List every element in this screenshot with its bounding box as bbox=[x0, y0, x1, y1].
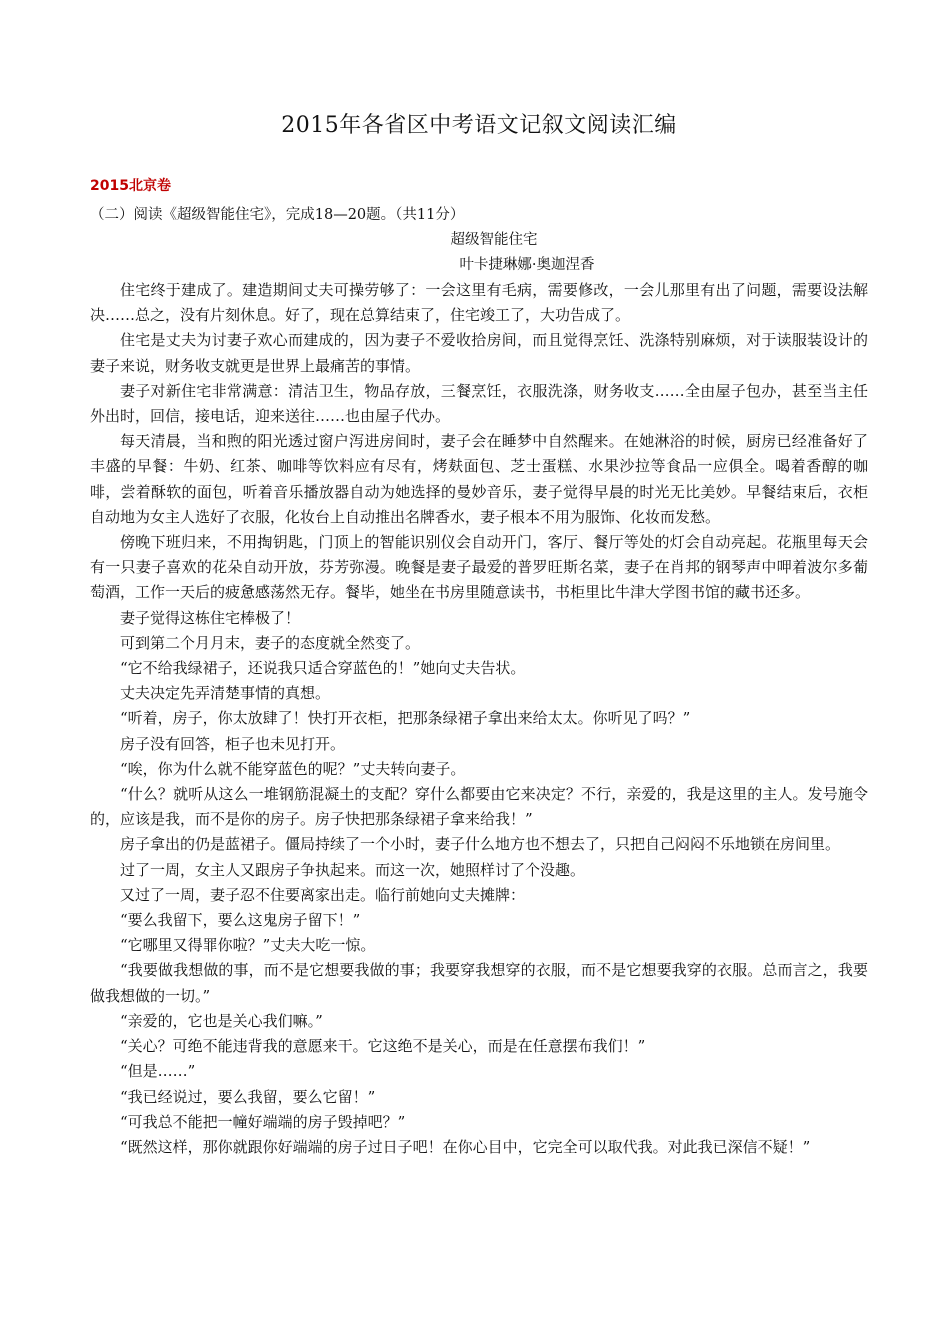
story-paragraph: “什么？就听从这么一堆钢筋混凝土的支配？穿什么都要由它来决定？不行，亲爱的，我是这里的主人。发号施令的，应该是我，而不是你的房子。房子快把那条绿裙子拿来给我！” bbox=[90, 785, 868, 829]
story-paragraph: “关心？可绝不能违背我的意愿来干。它这绝不是关心，而是在任意摆布我们！” bbox=[120, 1037, 646, 1056]
story-author: 叶卡捷琳娜·奥迦涅香 bbox=[459, 257, 595, 273]
story-paragraph: 又过了一周，妻子忍不住要离家出走。临行前她向丈夫摊牌： bbox=[120, 885, 526, 904]
story-paragraph: “听着，房子，你太放肆了！快打开衣柜，把那条绿裙子拿出来给太太。你听见了吗？” bbox=[120, 709, 691, 728]
story-paragraph: 房子拿出的仍是蓝裙子。僵局持续了一个小时，妻子什么地方也不想去了，只把自己闷闷不乐地锁在房间里。 bbox=[120, 835, 841, 854]
story-paragraph: “我已经说过，要么我留，要么它留！” bbox=[120, 1087, 376, 1106]
story-paragraph: 住宅终于建成了。建造期间丈夫可操劳够了：一会这里有毛病，需要修改，一会儿那里有出了问题，需要设法解决……总之，没有片刻休息。好了，现在总算结束了，住宅竣工了，大功告成了。 bbox=[90, 281, 868, 325]
story-body bbox=[90, 278, 868, 1160]
story-paragraph: “但是……” bbox=[120, 1062, 196, 1081]
story-paragraph: “它哪里又得罪你啦？”丈夫大吃一惊。 bbox=[120, 936, 376, 955]
story-paragraph: 房子没有回答，柜子也未见打开。 bbox=[120, 734, 346, 753]
document-title: 2015年各省区中考语文记叙文阅读汇编 bbox=[281, 113, 677, 138]
story-paragraph: “可我总不能把一幢好端端的房子毁掉吧？” bbox=[120, 1112, 406, 1131]
story-paragraph: 妻子觉得这栋住宅棒极了！ bbox=[120, 608, 301, 627]
question-instruction: （二）阅读《超级智能住宅》，完成18—20题。（共11分） bbox=[90, 207, 465, 223]
document-page bbox=[90, 108, 868, 1160]
story-paragraph: “我要做我想做的事，而不是它想要我做的事；我要穿我想穿的衣服，而不是它想要我穿的衣服。总而言之，我要做我想做的一切。” bbox=[90, 961, 868, 1005]
section-label: 2015北京卷 bbox=[90, 178, 171, 194]
story-paragraph: “它不给我绿裙子，还说我只适合穿蓝色的！”她向丈夫告状。 bbox=[120, 659, 526, 678]
story-paragraph: 妻子对新住宅非常满意：清洁卫生，物品存放，三餐烹饪，衣服洗涤，财务收支……全由屋子包办，甚至当主任外出时，回信，接电话，迎来送往……也由屋子代办。 bbox=[90, 381, 868, 426]
story-paragraph: 可到第二个月月末，妻子的态度就全然变了。 bbox=[120, 633, 421, 652]
story-paragraph: “亲爱的，它也是关心我们嘛。” bbox=[120, 1011, 323, 1030]
story-paragraph: “唉，你为什么就不能穿蓝色的呢？”丈夫转向妻子。 bbox=[120, 759, 466, 778]
story-paragraph: 过了一周，女主人又跟房子争执起来。而这一次，她照样讨了个没趣。 bbox=[120, 860, 586, 879]
story-paragraph: “既然这样，那你就跟你好端端的房子过日子吧！在你心目中，它完全可以取代我。对此我已深信不疑！” bbox=[120, 1137, 811, 1156]
story-paragraph: 住宅是丈夫为讨妻子欢心而建成的，因为妻子不爱收拾房间，而且觉得烹饪、洗涤特别麻烦，对于读服装设计的妻子来说，财务收支就更是世界上最痛苦的事情。 bbox=[90, 331, 868, 375]
story-paragraph: 丈夫决定先弄清楚事情的真想。 bbox=[120, 684, 331, 703]
story-title: 超级智能住宅 bbox=[450, 232, 538, 248]
story-paragraph: 傍晚下班归来，不用掏钥匙，门顶上的智能识别仪会自动开门，客厅、餐厅等处的灯会自动亮起。花瓶里每天会有一只妻子喜欢的花朵自动开放，芬芳弥漫。晚餐是妻子最爱的普罗旺斯名菜，妻子在肖邦的钢琴声中呷着波尔多葡萄酒，工作一天后的疲惫感荡然无存。餐毕，她坐在书房里随意读书，书柜里比牛津大学图书馆的藏书还多。 bbox=[90, 533, 868, 602]
story-paragraph: “要么我留下，要么这鬼房子留下！” bbox=[120, 911, 361, 930]
story-paragraph: 每天清晨，当和煦的阳光透过窗户泻进房间时，妻子会在睡梦中自然醒来。在她淋浴的时候，厨房已经准备好了丰盛的早餐：牛奶、红茶、咖啡等饮料应有尽有，烤麸面包、芝士蛋糕、水果沙拉等食品一应俱全。喝着香醇的咖啡，尝着酥软的面包，听着音乐播放器自动为她选择的曼妙音乐，妻子觉得早晨的时光无比美妙。早餐结束后，衣柜自动地为女主人选好了衣服，化妆台上自动推出名牌香水，妻子根本不用为服饰、化妆而发愁。 bbox=[90, 432, 868, 526]
